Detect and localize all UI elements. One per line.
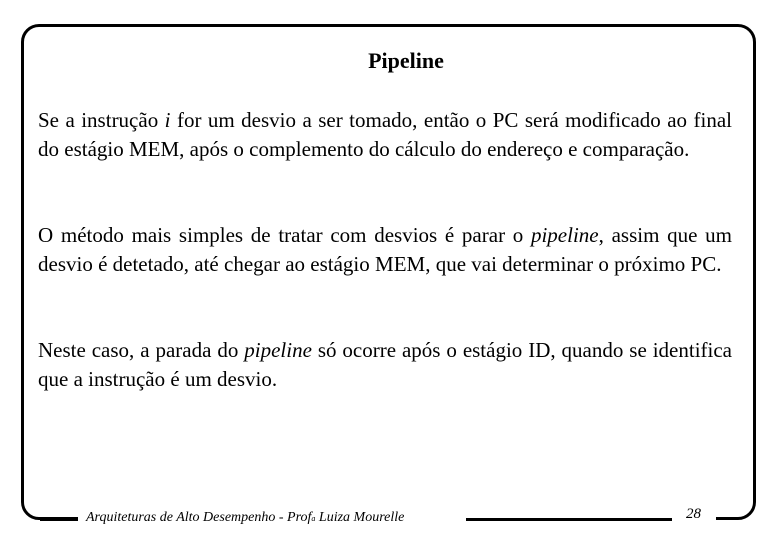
paragraph-1 <box>38 106 732 164</box>
footer-author: Luiza Mourelle <box>315 510 405 525</box>
footer-course: Arquiteturas de Alto Desempenho - Prof <box>86 510 312 525</box>
paragraph-2-run-2: pipeline <box>530 223 599 247</box>
paragraph-1-run-1: Se a instrução <box>38 108 165 132</box>
paragraph-3-run-3: só ocorre após o estágio ID, quando se identifica que a instrução é um desvio. <box>38 338 733 391</box>
footer-line-right <box>466 518 672 521</box>
footer-credit <box>86 508 404 528</box>
paragraph-2 <box>38 221 732 279</box>
page-number: 28 <box>686 506 701 522</box>
paragraph-3-run-1: Neste caso, a parada do <box>38 338 245 362</box>
paragraph-2-run-3: , assim que um desvio é detetado, até chegar ao estágio MEM, que vai determinar o próximo PC. <box>38 223 732 276</box>
paragraph-1-run-2: i <box>164 108 171 132</box>
footer-superscript: a <box>311 514 316 523</box>
footer-line-left <box>40 518 78 521</box>
slide-title: Pipeline <box>368 48 444 73</box>
paragraph-3 <box>38 336 732 394</box>
paragraph-3-run-2: pipeline <box>244 338 312 362</box>
paragraph-1-run-3: for um desvio a ser tomado, então o PC será modificado ao final do estágio MEM, após o complemento do cálculo do endereço e comparação. <box>38 108 732 161</box>
paragraph-2-run-1: O método mais simples de tratar com desvios é parar o <box>38 223 531 247</box>
